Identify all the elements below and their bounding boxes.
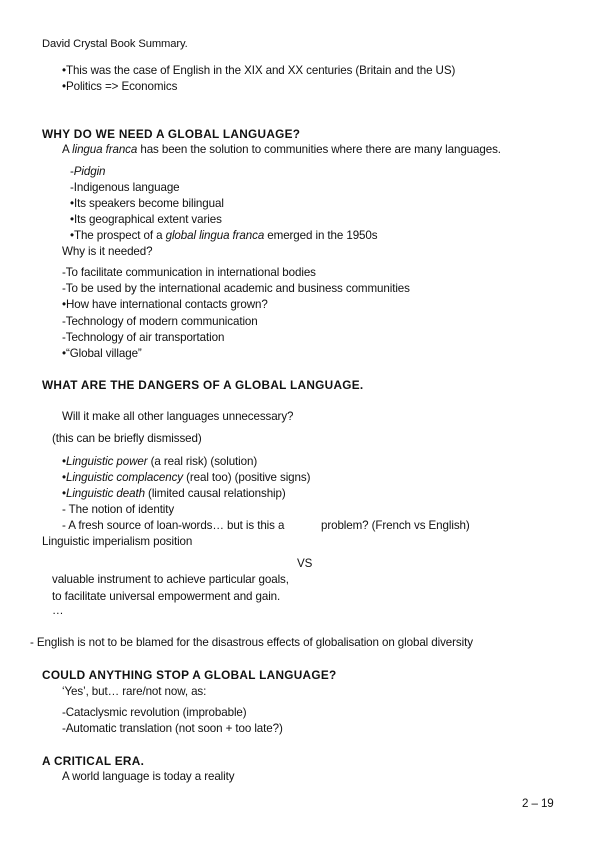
list-item: -To be used by the international academic and business communities: [62, 282, 410, 295]
risk-item: •Linguistic complacency (real too) (positive signs): [62, 471, 311, 484]
list-item: -Cataclysmic revolution (improbable): [62, 706, 247, 719]
versus-label: VS: [297, 557, 313, 570]
list-item: -Indigenous language: [70, 181, 180, 194]
list-item: -Technology of modern communication: [62, 315, 258, 328]
note: (this can be briefly dismissed): [52, 432, 202, 445]
era-text: A world language is today a reality: [62, 770, 235, 783]
answer-line: ‘Yes’, but… rare/not now, as:: [62, 685, 207, 698]
ellipsis: …: [52, 604, 64, 617]
risk-item: •Linguistic death (limited causal relationship): [62, 487, 286, 500]
list-item-continued: problem? (French vs English): [321, 519, 470, 532]
list-item: •“Global village”: [62, 347, 142, 360]
section-heading-dangers: WHAT ARE THE DANGERS OF A GLOBAL LANGUAGE.: [42, 378, 364, 392]
section-heading-era: A CRITICAL ERA.: [42, 754, 145, 768]
lingua-franca-line: A lingua franca has been the solution to communities where there are many languages.: [62, 143, 501, 156]
list-item: -Automatic translation (not soon + too late?): [62, 722, 283, 735]
list-item: -Technology of air transportation: [62, 331, 225, 344]
blame-line: - English is not to be blamed for the disastrous effects of globalisation on global diversity: [30, 636, 473, 649]
page-number: 2 – 19: [522, 797, 554, 810]
list-item: valuable instrument to achieve particular goals,: [52, 573, 289, 586]
list-item: •Its speakers become bilingual: [70, 197, 224, 210]
subquestion: Why is it needed?: [62, 245, 153, 258]
list-item: -To facilitate communication in international bodies: [62, 266, 316, 279]
section-heading-stop: COULD ANYTHING STOP A GLOBAL LANGUAGE?: [42, 668, 337, 682]
intro-item: •Politics => Economics: [62, 80, 178, 93]
section-heading-why: WHY DO WE NEED A GLOBAL LANGUAGE?: [42, 127, 301, 141]
document-header: David Crystal Book Summary.: [42, 38, 188, 50]
risk-item: •Linguistic power (a real risk) (solution): [62, 455, 258, 468]
intro-item: •This was the case of English in the XIX and XX centuries (Britain and the US): [62, 64, 456, 77]
pidgin-item: -Pidgin: [70, 165, 106, 178]
list-item: to facilitate universal empowerment and gain.: [52, 590, 281, 603]
list-item: •How have international contacts grown?: [62, 298, 268, 311]
subquestion: Will it make all other languages unnecessary?: [62, 410, 294, 423]
list-item: •Its geographical extent varies: [70, 213, 222, 226]
list-item: - A fresh source of loan-words… but is this a: [62, 519, 285, 532]
list-item: - The notion of identity: [62, 503, 175, 516]
prospect-item: •The prospect of a global lingua franca emerged in the 1950s: [70, 229, 378, 242]
imperialism-line: Linguistic imperialism position: [42, 535, 193, 548]
